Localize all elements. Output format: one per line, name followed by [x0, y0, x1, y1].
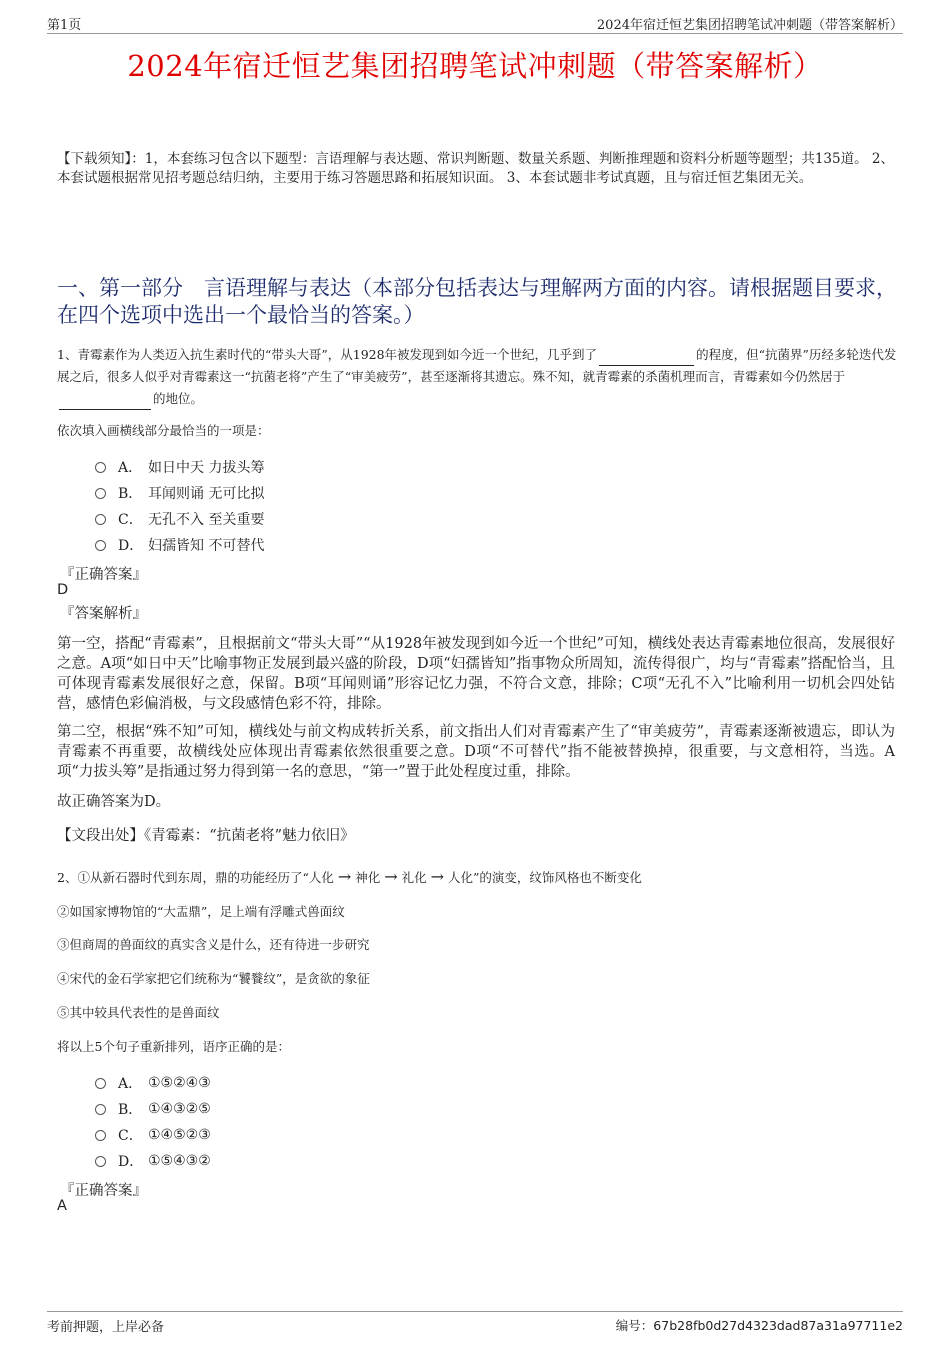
arrow-icon: → [384, 867, 398, 886]
fill-blank-2 [59, 396, 151, 410]
q2-line1-part-b: 神化 [355, 870, 381, 885]
q2-option-b[interactable] [95, 1099, 211, 1119]
option-text: 耳闻则诵 无可比拟 [148, 486, 265, 502]
q2-answer: A [57, 1198, 67, 1214]
q2-answer-label: 『正确答案』 [60, 1183, 147, 1199]
q2-sentence-5: ⑤其中较具代表性的是兽面纹 [57, 1005, 220, 1020]
option-text: ①④⑤②③ [148, 1127, 211, 1143]
q1-stem-part-b: 的程度，但“抗菌界”历经多轮迭代发展之后，很多人似乎对青霉素这一“抗菌老将”产生了“审美疲劳”，甚至逐渐将其遗忘。殊不知，就青霉素的杀菌机理而言，青霉素如今仍然居于 [57, 347, 897, 384]
option-text: 妇孺皆知 不可替代 [148, 538, 265, 554]
arrow-icon: → [337, 867, 352, 886]
q1-stem-part-c: 的地位。 [153, 391, 204, 406]
section-title: 一、第一部分 言语理解与表达（本部分包括表达与理解两方面的内容。请根据题目要求，在四个选项中选出一个最恰当的答案。） [57, 276, 897, 327]
radio-icon[interactable] [95, 1156, 106, 1167]
q2-option-c[interactable] [95, 1125, 211, 1145]
option-letter: C． [118, 1128, 143, 1144]
radio-icon[interactable] [95, 514, 106, 525]
q1-answer: D [57, 582, 69, 598]
arrow-icon: → [430, 867, 445, 886]
q1-analysis-paragraph-1: 第一空，搭配“青霉素”，且根据前文“带头大哥”“从1928年被发现到如今近一个世纪”可知，横线处表达青霉素地位很高，发展很好之意。A项“如日中天”比喻事物正发展到最兴盛的阶段，D项“妇孺皆知”指事物众所周知，流传得很广，均与“青霉素”搭配恰当，且可体现青霉素发展很好之意，保留。B项“耳闻则诵”形容记忆力强，不符合文意，排除；C项“无孔不入”比喻利用一切机会四处钻营，感情色彩偏消极，与文段感情色彩不符，排除。 [57, 636, 895, 712]
option-text: ①⑤②④③ [148, 1075, 211, 1091]
header-divider [47, 33, 903, 34]
header-doc-title: 2024年宿迁恒艺集团招聘笔试冲刺题（带答案解析） [596, 18, 903, 33]
radio-icon[interactable] [95, 1078, 106, 1089]
q1-option-d[interactable] [95, 535, 264, 555]
q1-conclusion: 故正确答案为D。 [57, 794, 171, 810]
footer-divider [47, 1311, 903, 1312]
q2-option-a[interactable] [95, 1073, 211, 1093]
option-text: 如日中天 力拔头筹 [148, 460, 265, 476]
page-number: 第1页 [47, 18, 82, 33]
radio-icon[interactable] [95, 488, 106, 499]
q2-sentence-4: ④宋代的金石学家把它们统称为“饕餮纹”，是贪欲的象征 [57, 971, 370, 986]
q1-stem-part-a: 1、青霉素作为人类迈入抗生素时代的“带头大哥”，从1928年被发现到如今近一个世纪，几乎到了 [57, 347, 598, 362]
radio-icon[interactable] [95, 462, 106, 473]
q2-sentence-2: ②如国家博物馆的“大盂鼎”，足上端有浮雕式兽面纹 [57, 904, 345, 919]
q2-line1-part-d: 人化”的演变，纹饰风格也不断变化 [448, 870, 642, 885]
radio-icon[interactable] [95, 540, 106, 551]
footer-slogan: 考前押题，上岸必备 [47, 1320, 165, 1335]
option-letter: B． [118, 486, 143, 502]
q1-option-c[interactable] [95, 509, 264, 529]
option-text: 无孔不入 至关重要 [148, 512, 265, 528]
q1-prompt: 依次填入画横线部分最恰当的一项是： [57, 423, 270, 438]
page-title: 2024年宿迁恒艺集团招聘笔试冲刺题（带答案解析） [127, 49, 823, 83]
option-letter: D． [118, 1154, 144, 1170]
footer-doc-id: 编号：67b28fb0d27d4323dad87a31a97711e2 [615, 1318, 903, 1333]
q2-line1-part-c: 礼化 [401, 870, 427, 885]
q2-prompt: 将以上5个句子重新排列，语序正确的是： [57, 1039, 290, 1054]
radio-icon[interactable] [95, 1130, 106, 1141]
q2-sentence-3: ③但商周的兽面纹的真实含义是什么，还有待进一步研究 [57, 937, 370, 952]
q1-analysis-label: 『答案解析』 [60, 606, 147, 622]
q1-analysis-paragraph-2: 第二空，根据“殊不知”可知，横线处与前文构成转折关系，前文指出人们对青霉素产生了“审美疲劳”，青霉素逐渐被遗忘，即认为青霉素不再重要，故横线处应体现出青霉素依然很重要之意。D项“不可替代”指不能被替换掉，很重要，与文意相符，当选。A项“力拔头筹”是指通过努力得到第一名的意思，“第一”置于此处程度过重，排除。 [57, 724, 895, 780]
option-letter: A． [118, 460, 143, 476]
question-2-line-1 [57, 866, 902, 889]
q2-option-d[interactable] [95, 1151, 211, 1171]
q1-option-b[interactable] [95, 483, 264, 503]
q1-source: 【文段出处】《青霉素：“抗菌老将”魅力依旧》 [57, 828, 355, 844]
option-letter: C． [118, 512, 143, 528]
q2-line1-part-a: 2、①从新石器时代到东周，鼎的功能经历了“人化 [57, 870, 334, 885]
option-letter: D． [118, 538, 144, 554]
option-letter: A． [118, 1076, 143, 1092]
q1-answer-label: 『正确答案』 [60, 567, 147, 583]
radio-icon[interactable] [95, 1104, 106, 1115]
option-text: ①⑤④③② [148, 1153, 211, 1169]
fill-blank-1 [599, 352, 694, 366]
option-text: ①④③②⑤ [148, 1101, 211, 1117]
q1-option-a[interactable] [95, 457, 264, 477]
download-notice: 【下载须知】：1，本套练习包含以下题型：言语理解与表达题、常识判断题、数量关系题、判断推理题和资料分析题等题型；共135道。 2、本套试题根据常见招考题总结归纳，主要用于练习答题思路和拓展知识面。 3、本套试题非考试真题，且与宿迁恒艺集团无关。 [57, 151, 894, 186]
option-letter: B． [118, 1102, 143, 1118]
question-1-stem [57, 344, 902, 410]
